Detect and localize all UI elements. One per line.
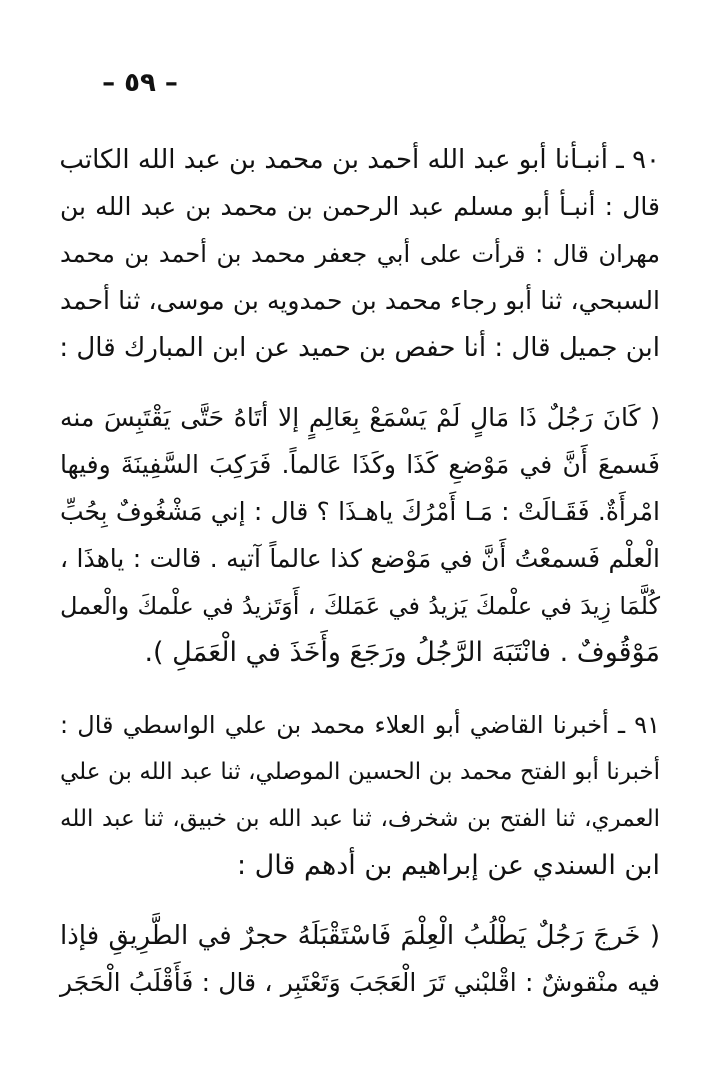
quote-90-line-6: مَوْقُوفٌ . فانْتَبَهَ الرَّجُلُ ورَجَعَ وأَخَذَ في الْعَمَلِ ).	[144, 637, 660, 668]
page-number: – ٥٩ –	[102, 68, 178, 98]
paragraph-90-line-4: السبحي، ثنا أبو رجاء محمد بن حمدويه بن موسى، ثنا أحمد	[60, 286, 660, 315]
paragraph-91-line-3: العمري، ثنا الفتح بن شخرف، ثنا عبد الله بن خبيق، ثنا عبد الله	[60, 806, 660, 832]
paragraph-90-line-3: مهران قال : قرأت على أبي جعفر محمد بن أحمد بن محمد	[60, 240, 660, 268]
quote-90-line-4: الْعلْم فَسمعْتُ أَنَّ في مَوْضع كذا عالماً آتيه . قالت : ياهذَا ،	[60, 544, 660, 573]
paragraph-91-line-2: أخبرنا أبو الفتح محمد بن الحسين الموصلي، ثنا عبد الله بن علي	[60, 759, 660, 785]
quote-90-line-3: امْرأَةٌ. فَقَـالَتْ : مَـا أَمْرُكَ ياهـذَا ؟ قال : إني مَشْغُوفٌ بِحُبِّ	[60, 497, 660, 526]
paragraph-91-line-1: ٩١ ـ أخبرنا القاضي أبو العلاء محمد بن علي الواسطي قال :	[60, 711, 660, 739]
quote-91-line-1: ( خَرجَ رَجُلٌ يَطْلُبُ الْعِلْمَ فَاسْتَقْبَلَهُ حجرٌ في الطَّرِيقِ فإذا	[60, 921, 660, 951]
quote-90-line-2: فَسمعَ أَنَّ في مَوْضعِ كَذَا وكَذَا عَالماً. فَرَكِبَ السَّفِينَةَ وفيها	[60, 450, 660, 479]
paragraph-90-line-2: قال : أنبـأ أبو مسلم عبد الرحمن بن محمد بن عبد الله بن	[60, 192, 660, 221]
paragraph-90-line-5: ابن جميل قال : أنا حفص بن حميد عن ابن المبارك قال :	[59, 333, 660, 363]
quote-90-line-5: كُلَّمَا زِيدَ في علْمكَ يَزيدُ في عَمَلكَ ، أَوَتَزيدُ في علْمكَ والْعمل	[60, 592, 660, 620]
paragraph-91-line-4: ابن السندي عن إبراهيم بن أدهم قال :	[237, 850, 660, 881]
paragraph-90-line-1: ٩٠ ـ أنبـأنا أبو عبد الله أحمد بن محمد بن عبد الله الكاتب	[59, 145, 660, 175]
quote-91-line-2: فيه منْقوشٌ : اقْلبْني تَرَ الْعَجَبَ وَتَعْتَبِر ، قال : فَأَقْلَبُ الْحَجَر	[60, 968, 660, 997]
quote-90-line-1: ( كَانَ رَجُلٌ ذَا مَالٍ لَمْ يَسْمَعْ بِعَالِمٍ إلا أتَاهُ حَتَّى يَقْتَبِسَ منه	[60, 403, 660, 432]
